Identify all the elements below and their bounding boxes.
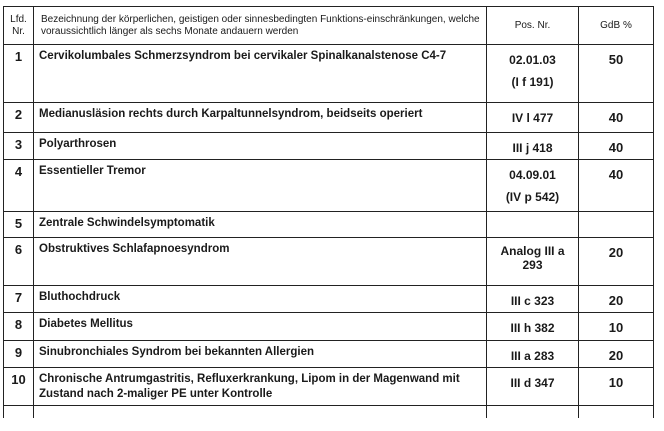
partial-cell	[487, 406, 579, 419]
pos-line: 02.01.03	[509, 53, 556, 67]
disability-table	[3, 6, 654, 418]
row-number: 8	[4, 313, 34, 341]
row-pos-nr	[487, 212, 579, 238]
row-gdb: 40	[579, 160, 654, 212]
pos-line: III d 347	[510, 376, 555, 390]
row-description: Obstruktives Schlafapnoesyndrom	[34, 238, 487, 286]
row-number: 10	[4, 368, 34, 406]
row-description: Chronische Antrumgastritis, Refluxerkrankung, Lipom in der Magenwand mit Zustand nach 2-maliger PE unter Kontrolle	[34, 368, 487, 406]
row-description: Polyarthrosen	[34, 133, 487, 160]
row-description: Sinubronchiales Syndrom bei bekannten Allergien	[34, 341, 487, 368]
header-nr: Lfd. Nr.	[4, 7, 34, 45]
row-gdb: 40	[579, 103, 654, 133]
row-gdb: 40	[579, 133, 654, 160]
header-gdb: GdB %	[579, 7, 654, 45]
pos-line: III h 382	[510, 321, 555, 335]
pos-line: Analog III a	[500, 244, 565, 258]
row-number: 2	[4, 103, 34, 133]
table-row	[4, 368, 654, 406]
row-pos-nr	[487, 286, 579, 313]
table-row	[4, 286, 654, 313]
row-pos-nr	[487, 160, 579, 212]
row-pos-nr	[487, 368, 579, 406]
row-description: Essentieller Tremor	[34, 160, 487, 212]
row-number: 3	[4, 133, 34, 160]
table-row	[4, 341, 654, 368]
row-number: 6	[4, 238, 34, 286]
table-row	[4, 133, 654, 160]
table-row	[4, 212, 654, 238]
pos-line: III j 418	[512, 141, 553, 155]
row-pos-nr	[487, 238, 579, 286]
row-pos-nr	[487, 133, 579, 160]
pos-line: (I f 191)	[511, 75, 554, 89]
partial-cell	[34, 406, 487, 419]
partial-cell	[4, 406, 34, 419]
header-row	[4, 7, 654, 45]
row-number: 5	[4, 212, 34, 238]
row-number: 9	[4, 341, 34, 368]
table-row	[4, 313, 654, 341]
header-pos-nr: Pos. Nr.	[487, 7, 579, 45]
row-description: Cervikolumbales Schmerzsyndrom bei cervikaler Spinalkanalstenose C4-7	[34, 45, 487, 103]
row-pos-nr	[487, 103, 579, 133]
row-gdb: 20	[579, 341, 654, 368]
pos-line: III a 283	[510, 349, 555, 363]
pos-line: 04.09.01	[509, 168, 556, 182]
table-row	[4, 45, 654, 103]
row-gdb: 10	[579, 368, 654, 406]
row-pos-nr	[487, 45, 579, 103]
header-description: Bezeichnung der körperlichen, geistigen oder sinnesbedingten Funktions-einschränkungen, welche voraussichtlich länger als sechs Monate andauern werden	[34, 7, 487, 45]
row-description: Diabetes Mellitus	[34, 313, 487, 341]
row-gdb: 10	[579, 313, 654, 341]
row-pos-nr	[487, 313, 579, 341]
pos-line: 293	[522, 258, 543, 272]
row-description: Bluthochdruck	[34, 286, 487, 313]
pos-line: IV l 477	[511, 111, 554, 125]
pos-line: III c 323	[510, 294, 555, 308]
table-row	[4, 103, 654, 133]
row-number: 4	[4, 160, 34, 212]
row-pos-nr	[487, 341, 579, 368]
row-gdb: 20	[579, 238, 654, 286]
row-description: Medianusläsion rechts durch Karpaltunnelsyndrom, beidseits operiert	[34, 103, 487, 133]
row-gdb: 50	[579, 45, 654, 103]
row-number: 1	[4, 45, 34, 103]
table-row	[4, 238, 654, 286]
table-row	[4, 160, 654, 212]
row-number: 7	[4, 286, 34, 313]
pos-line: (IV p 542)	[505, 190, 560, 204]
row-gdb: 20	[579, 286, 654, 313]
row-description: Zentrale Schwindelsymptomatik	[34, 212, 487, 238]
table-row-partial	[4, 406, 654, 419]
row-gdb	[579, 212, 654, 238]
partial-cell	[579, 406, 654, 419]
